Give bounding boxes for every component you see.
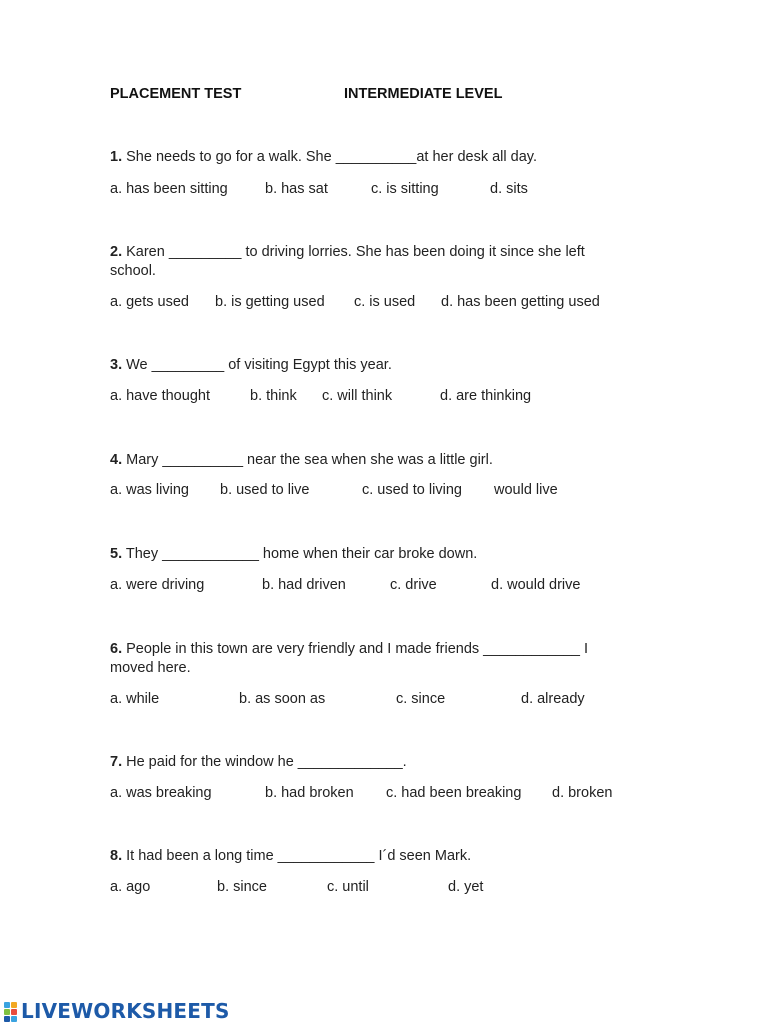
option-6b[interactable]: b. as soon as (239, 691, 326, 707)
question-2 (110, 243, 630, 281)
option-4d[interactable]: would live (494, 482, 558, 498)
option-4c[interactable]: c. used to living (362, 482, 462, 498)
liveworksheets-logo-icon (4, 1000, 18, 1022)
option-4a[interactable]: a. was living (110, 482, 189, 498)
question-6 (110, 640, 630, 678)
option-8d[interactable]: d. yet (448, 879, 484, 895)
option-6d[interactable]: d. already (521, 691, 585, 707)
question-number: 5. (110, 546, 123, 562)
option-3b[interactable]: b. think (250, 388, 297, 404)
question-text: She needs to go for a walk. She __________at her desk all day. (122, 149, 537, 165)
option-7b[interactable]: b. had broken (265, 785, 354, 801)
option-3a[interactable]: a. have thought (110, 388, 210, 404)
question-3 (110, 356, 630, 375)
question-1 (110, 148, 630, 167)
question-number: 3. (110, 357, 123, 373)
liveworksheets-logo (4, 998, 230, 1024)
option-7c[interactable]: c. had been breaking (386, 785, 522, 801)
question-5 (110, 545, 630, 564)
option-4b[interactable]: b. used to live (220, 482, 310, 498)
option-7a[interactable]: a. was breaking (110, 785, 212, 801)
question-text: We _________ of visiting Egypt this year. (122, 357, 392, 373)
question-number: 8. (110, 848, 123, 864)
option-5a[interactable]: a. were driving (110, 577, 205, 593)
option-3d[interactable]: d. are thinking (440, 388, 532, 404)
question-number: 6. (110, 641, 123, 657)
option-3c[interactable]: c. will think (322, 388, 393, 404)
option-5c[interactable]: c. drive (390, 577, 437, 593)
question-8 (110, 847, 630, 866)
question-text: It had been a long time ____________ I´d seen Mark. (122, 848, 472, 864)
question-number: 2. (110, 244, 123, 260)
option-1d[interactable]: d. sits (490, 181, 528, 197)
header-title: PLACEMENT TEST (110, 86, 242, 102)
option-8c[interactable]: c. until (327, 879, 369, 895)
option-6c[interactable]: c. since (396, 691, 446, 707)
question-text: People in this town are very friendly and I made friends ____________ I moved here. (110, 641, 588, 676)
option-1c[interactable]: c. is sitting (371, 181, 439, 197)
option-2a[interactable]: a. gets used (110, 294, 189, 310)
question-number: 7. (110, 754, 123, 770)
option-6a[interactable]: a. while (110, 691, 160, 707)
option-2b[interactable]: b. is getting used (215, 294, 325, 310)
question-text: They ____________ home when their car broke down. (122, 546, 478, 562)
question-number: 1. (110, 149, 123, 165)
option-1b[interactable]: b. has sat (265, 181, 328, 197)
option-8b[interactable]: b. since (217, 879, 267, 895)
question-text: Karen _________ to driving lorries. She has been doing it since she left school. (110, 244, 585, 279)
question-number: 4. (110, 452, 123, 468)
question-4 (110, 451, 630, 470)
option-1a[interactable]: a. has been sitting (110, 181, 228, 197)
option-2c[interactable]: c. is used (354, 294, 416, 310)
header-level: INTERMEDIATE LEVEL (344, 86, 503, 102)
question-text: He paid for the window he _____________. (122, 754, 407, 770)
liveworksheets-logo-text: LIVEWORKSHEETS (21, 999, 230, 1023)
option-5b[interactable]: b. had driven (262, 577, 346, 593)
option-2d[interactable]: d. has been getting used (441, 294, 600, 310)
option-5d[interactable]: d. would drive (491, 577, 581, 593)
question-text: Mary __________ near the sea when she was a little girl. (122, 452, 493, 468)
option-8a[interactable]: a. ago (110, 879, 151, 895)
option-7d[interactable]: d. broken (552, 785, 613, 801)
question-7 (110, 753, 630, 772)
